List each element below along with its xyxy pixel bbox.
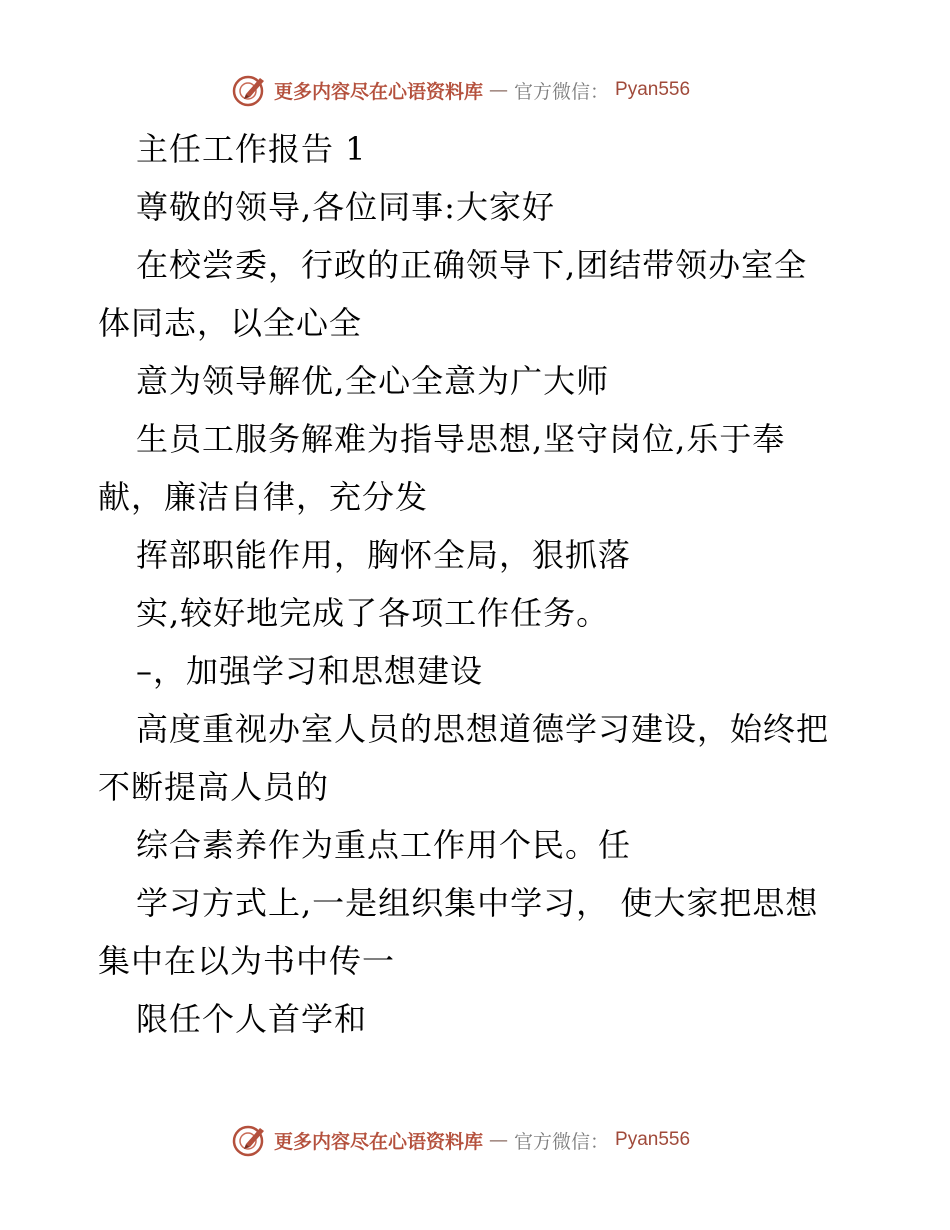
banner-separator: —	[489, 79, 509, 101]
greeting-line: 尊敬的领导,各位同事:大家好	[136, 188, 555, 226]
paragraph-line: 学习方式上,一是组织集中学习， 使大家把思想	[136, 884, 819, 922]
banner-wechat-label: 官方微信：	[514, 80, 610, 103]
paragraph-line: 集中在以为书中传一	[98, 942, 396, 980]
pen-nib-circle-logo-icon	[232, 1122, 268, 1158]
header-banner	[232, 72, 690, 108]
footer-banner	[232, 1122, 690, 1158]
banner-wechat-label: 官方微信：	[514, 1130, 610, 1153]
paragraph-line: 挥部职能作用，胸怀全局，狠抓落	[136, 536, 632, 574]
paragraph-line: 实,较好地完成了各项工作任务。	[136, 594, 610, 632]
banner-separator: —	[489, 1129, 509, 1151]
paragraph-line: 意为领导解优,全心全意为广大师	[136, 362, 610, 400]
banner-slogan: 更多内容尽在心语资料库	[274, 80, 484, 103]
document-body	[98, 120, 858, 1048]
paragraph-line: 不断提高人员的	[98, 768, 330, 806]
banner-wechat-id: Pyan556	[615, 79, 691, 100]
paragraph-line: 生员工服务解难为指导思想,坚守岗位,乐于奉	[136, 420, 786, 458]
paragraph-line: 限任个人首学和	[136, 1000, 368, 1038]
paragraph-line: 在校尝委，行政的正确领导下,团结带领办室全	[136, 246, 808, 284]
paragraph-line: 体同志，以全心全	[98, 304, 363, 342]
document-title: 主任工作报告 1	[136, 130, 367, 168]
section-heading: –，加强学习和思想建设	[136, 652, 484, 690]
paragraph-line: 献，廉洁自律，充分发	[98, 478, 429, 516]
pen-nib-circle-logo-icon	[232, 72, 268, 108]
paragraph-line: 综合素养作为重点工作用个民。任	[136, 826, 632, 864]
paragraph-line: 高度重视办室人员的思想道德学习建设，始终把	[136, 710, 830, 748]
banner-wechat-id: Pyan556	[615, 1129, 691, 1150]
banner-slogan: 更多内容尽在心语资料库	[274, 1130, 484, 1153]
